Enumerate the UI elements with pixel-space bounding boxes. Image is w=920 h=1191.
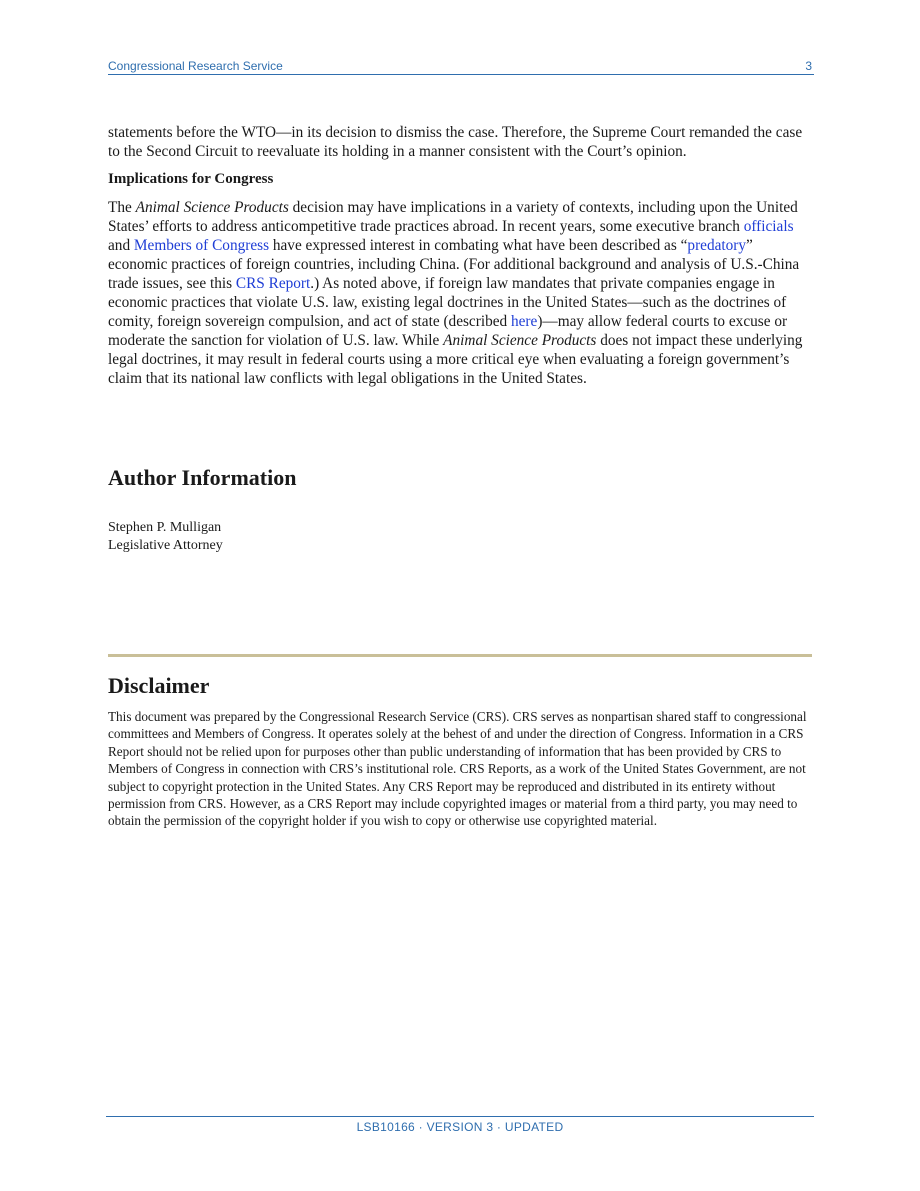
text-run: )—may allow federal courts to excuse or moderate the sanction for violation of U.S. law. While (108, 313, 788, 349)
link-crs-report[interactable]: CRS Report (235, 275, 311, 292)
paragraph-continuation: statements before the WTO—in its decision to dismiss the case. Therefore, the Supreme Court remanded the case to the Second Circuit to reevaluate its holding in a manner consistent with the Court’s opinion. (108, 124, 803, 160)
header-org: Congressional Research Service (108, 59, 283, 73)
link-members-of-congress[interactable]: Members of Congress (133, 237, 270, 254)
page-footer: LSB10166 · VERSION 3 · UPDATED (356, 1120, 564, 1134)
section-heading-implications: Implications for Congress (108, 171, 274, 187)
text-run: decision may have implications in a variety of contexts, including upon the United States’ efforts to address anticompetitive trade practices abroad. In recent years, some executive branch (108, 199, 798, 235)
case-name: Animal Science Products (443, 332, 597, 349)
footer-divider (106, 1116, 814, 1117)
paragraph-implications (108, 198, 814, 388)
author-title: Legislative Attorney (108, 538, 223, 553)
author-heading: Author Information (108, 465, 297, 490)
text-run: The (108, 199, 136, 216)
text-run: have expressed interest in combating what have been described as “ (269, 237, 688, 254)
link-here[interactable]: here (510, 313, 538, 330)
section-divider (108, 654, 812, 657)
disclaimer-text: This document was prepared by the Congressional Research Service (CRS). CRS serves as nonpartisan shared staff to congressional committees and Members of Congress. It operates solely at the behest of and under the direction of Congress. Information in a CRS Report should not be relied upon for purposes other than public understanding of information that has been provided by CRS to Members of Congress in connection with CRS’s institutional role. CRS Reports, as a work of the United States Government, are not subject to copyright protection in the United States. Any CRS Report may be reproduced and distributed in its entirety without permission from CRS. However, as a CRS Report may include copyrighted images or material from a third party, you may need to obtain the permission of the copyright holder if you wish to copy or otherwise use copyrighted material. (108, 709, 807, 829)
text-run: does not impact these underlying legal doctrines, it may result in federal courts using a more critical eye when evaluating a foreign government’s claim that its national law conflicts with legal obligations in the United States. (108, 332, 803, 387)
text-run: and (108, 237, 134, 254)
text-run: ” economic practices of foreign countries, including China. (For additional background and analysis of U.S.-China trade issues, see this (108, 237, 800, 292)
disclaimer-heading: Disclaimer (108, 673, 210, 698)
link-predatory[interactable]: predatory (687, 237, 747, 254)
link-officials[interactable]: officials (743, 218, 794, 235)
page-number: 3 (805, 59, 812, 73)
case-name: Animal Science Products (135, 199, 289, 216)
text-run: .) As noted above, if foreign law mandates that private companies engage in economic practices that violate U.S. law, existing legal doctrines in the United States—such as the doctrines of comity, foreign sovereign compulsion, and act of state (described (108, 275, 787, 330)
author-name: Stephen P. Mulligan (108, 520, 222, 535)
page-header (108, 58, 814, 75)
